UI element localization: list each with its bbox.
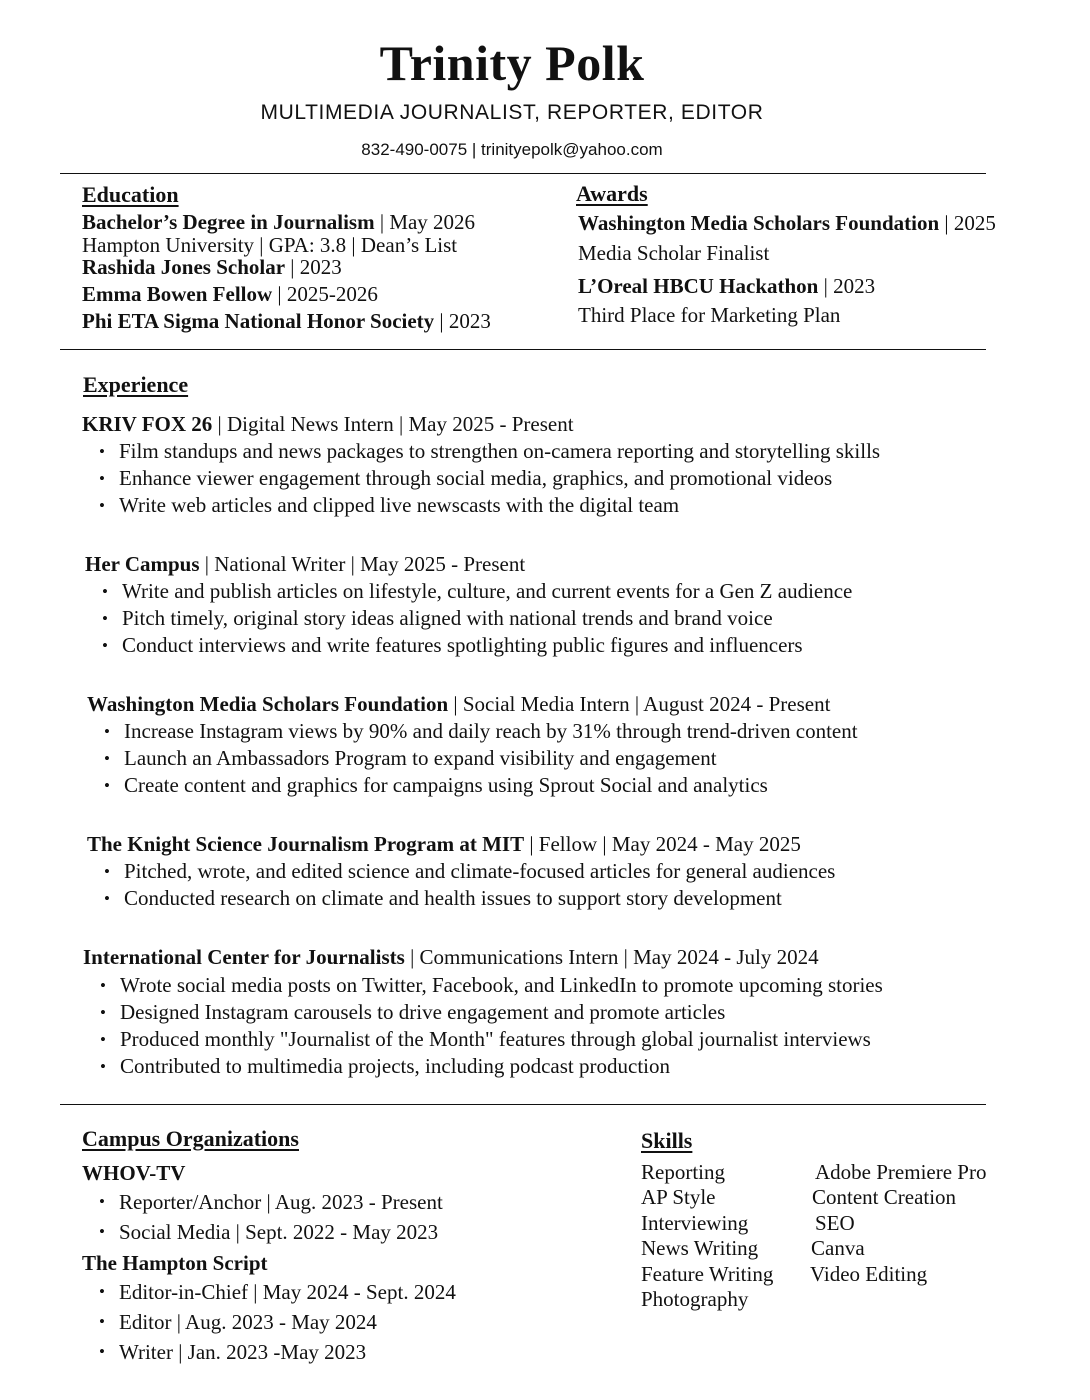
education-heading: Education [82,182,179,207]
skill-item: Canva [811,1236,865,1261]
list-item: • Produced monthly "Journalist of the Month" features through global journalist interviews [95,1026,883,1053]
job-bullets [99,858,835,912]
skill-item: Adobe Premiere Pro [815,1160,987,1184]
list-item: • Editor-in-Chief | May 2024 - Sept. 2024 [94,1277,456,1307]
skill-item: Feature Writing [641,1261,774,1286]
skill-item: Video Editing [810,1261,928,1286]
skill-item: Content Creation [812,1185,957,1210]
skills-heading: Skills [641,1128,693,1153]
list-item: • Writer | Jan. 2023 -May 2023 [94,1337,456,1367]
skill-item: Reporting [641,1160,725,1184]
list-item: • Enhance viewer engagement through social media, graphics, and promotional videos [94,465,880,492]
campus-roles [94,1187,443,1247]
list-item: • Pitched, wrote, and edited science and climate-focused articles for general audiences [99,858,835,885]
education-item: Bachelor’s Degree in Journalism | May 2026 [82,210,476,234]
education-item: Hampton University | GPA: 3.8 | Dean’s List [82,233,458,257]
list-item: • Designed Instagram carousels to drive engagement and promote articles [95,999,883,1026]
skill-item: Photography [641,1286,749,1311]
list-item: • Write web articles and clipped live newscasts with the digital team [94,492,880,519]
job-bullets [95,972,883,1080]
skill-item: SEO [815,1210,855,1235]
list-item: • Conduct interviews and write features spotlighting public figures and influencers [97,632,852,659]
list-item: • Contributed to multimedia projects, including podcast production [95,1053,883,1080]
education-item: Emma Bowen Fellow | 2025-2026 [82,282,378,306]
list-item: • Pitch timely, original story ideas aligned with national trends and brand voice [97,605,852,632]
job-bullets [97,578,852,659]
divider [60,173,986,174]
job-title-line: Washington Media Scholars Foundation | Social Media Intern | August 2024 - Present [87,692,831,716]
list-item: • Film standups and news packages to strengthen on-camera reporting and storytelling skills [94,438,880,465]
campus-org-name: WHOV-TV [82,1161,186,1185]
contact-info: 832-490-0075 | trinityepolk@yahoo.com [361,140,663,159]
list-item: • Conducted research on climate and health issues to support story development [99,885,835,912]
campus-org-name: The Hampton Script [82,1251,268,1275]
list-item: • Write and publish articles on lifestyle, culture, and current events for a Gen Z audience [97,578,852,605]
skills-grid [641,1160,1021,1312]
list-item: • Reporter/Anchor | Aug. 2023 - Present [94,1187,443,1217]
job-title-line: Her Campus | National Writer | May 2025 - Present [85,552,526,576]
divider [60,1104,986,1105]
candidate-name: Trinity Polk [379,35,645,91]
job-title-line: International Center for Journalists | Communications Intern | May 2024 - July 2024 [83,945,819,969]
list-item: • Wrote social media posts on Twitter, Facebook, and LinkedIn to promote upcoming stories [95,972,883,999]
experience-heading: Experience [83,372,189,397]
professional-title: MULTIMEDIA JOURNALIST, REPORTER, EDITOR [260,101,764,124]
award-detail: Third Place for Marketing Plan [578,303,841,327]
award-item: L’Oreal HBCU Hackathon | 2023 [578,274,876,298]
list-item: • Create content and graphics for campaigns using Sprout Social and analytics [99,772,858,799]
list-item: • Launch an Ambassadors Program to expand visibility and engagement [99,745,858,772]
list-item: • Editor | Aug. 2023 - May 2024 [94,1307,456,1337]
list-item: • Increase Instagram views by 90% and daily reach by 31% through trend-driven content [99,718,858,745]
skill-item: News Writing [641,1236,759,1261]
job-bullets [99,718,858,799]
skill-item: Interviewing [641,1210,749,1235]
divider [60,349,986,350]
job-bullets [94,438,880,519]
skill-item: AP Style [641,1185,716,1210]
campus-roles [94,1277,456,1367]
education-item: Phi ETA Sigma National Honor Society | 2023 [82,309,491,333]
campus-heading: Campus Organizations [82,1126,299,1151]
awards-heading: Awards [576,181,648,206]
job-title-line: The Knight Science Journalism Program at MIT | Fellow | May 2024 - May 2025 [87,832,801,856]
award-item: Washington Media Scholars Foundation | 2025 [578,211,996,235]
award-detail: Media Scholar Finalist [578,241,770,265]
education-item: Rashida Jones Scholar | 2023 [82,255,342,279]
job-title-line: KRIV FOX 26 | Digital News Intern | May 2025 - Present [82,412,574,436]
list-item: • Social Media | Sept. 2022 - May 2023 [94,1217,443,1247]
